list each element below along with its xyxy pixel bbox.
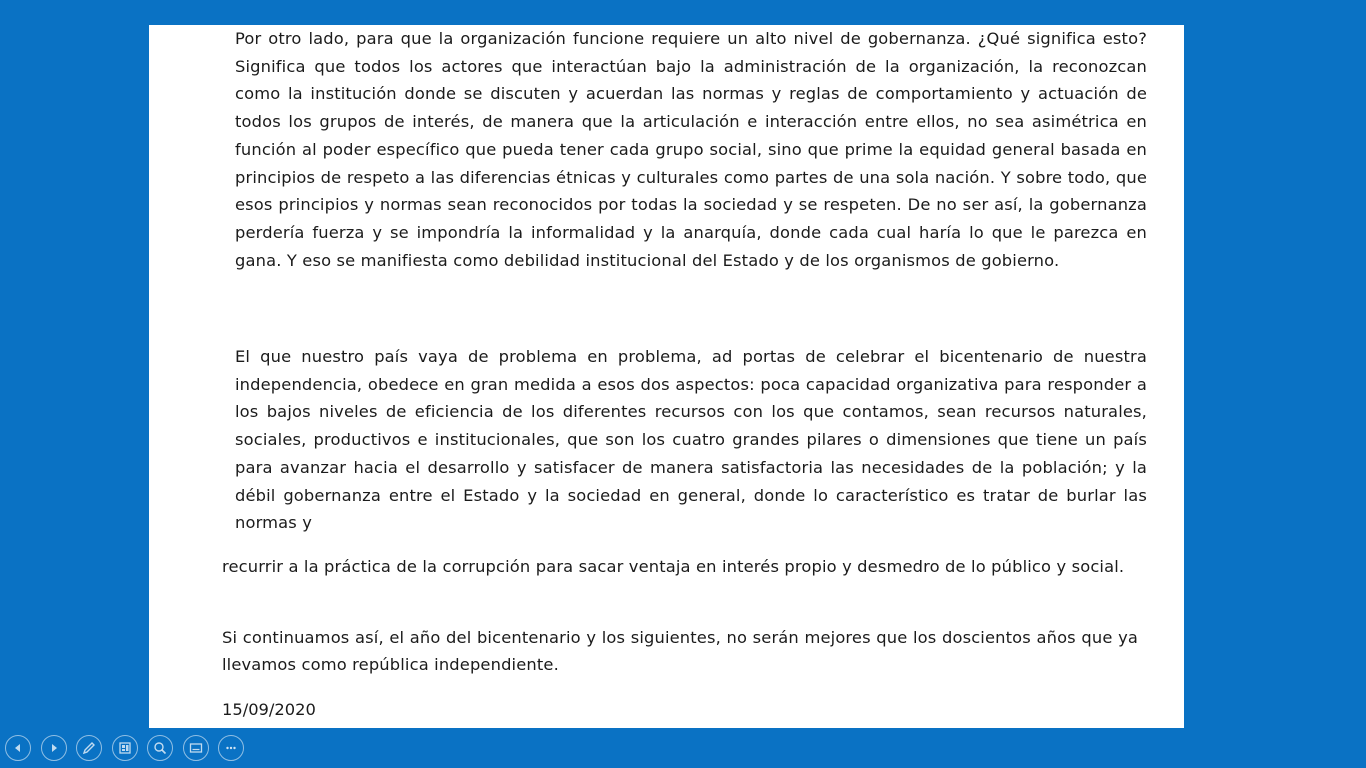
more-options-button[interactable] bbox=[218, 735, 244, 761]
slides-grid-icon bbox=[117, 740, 133, 756]
subtitles-icon bbox=[188, 740, 204, 756]
arrow-right-icon bbox=[46, 740, 62, 756]
previous-slide-button[interactable] bbox=[5, 735, 31, 761]
arrow-left-icon bbox=[10, 740, 26, 756]
next-slide-button[interactable] bbox=[41, 735, 67, 761]
document-date: 15/09/2020 bbox=[222, 700, 316, 719]
paragraph-bicentenario: El que nuestro país vaya de problema en problema, ad portas de celebrar el bicentenario de nuestra independencia, obedece en gran medida a esos dos aspectos: poca capacidad organizativa para responder a los bajos niveles de eficiencia de los diferentes recursos con los que contamos, sean recursos naturales, sociales, productivos e institucionales, que son los cuatro grandes pilares o dimensiones que tiene un país para avanzar hacia el desarrollo y satisfacer de manera satisfactoria las necesidades de la población; y la débil gobernanza entre el Estado y la sociedad en general, donde lo característico es tratar de burlar las normas y bbox=[235, 347, 1147, 533]
subtitles-button[interactable] bbox=[183, 735, 209, 761]
magnifier-icon bbox=[152, 740, 168, 756]
slideshow-controls bbox=[5, 735, 244, 763]
pen-tool-button[interactable] bbox=[76, 735, 102, 761]
ellipsis-icon bbox=[223, 740, 239, 756]
pen-icon bbox=[81, 740, 97, 756]
zoom-button[interactable] bbox=[147, 735, 173, 761]
slide-page bbox=[149, 25, 1184, 728]
see-all-slides-button[interactable] bbox=[112, 735, 138, 761]
paragraph-corrupcion: recurrir a la práctica de la corrupción para sacar ventaja en interés propio y desmedro de lo público y social. bbox=[222, 557, 1125, 576]
paragraph-gobernanza: Por otro lado, para que la organización funcione requiere un alto nivel de gobernanza. ¿Qué significa esto? Significa que todos los actores que interactúan bajo la administración de la organización, la reconozcan como la institución donde se discuten y acuerdan las normas y reglas de comportamiento y actuación de todos los grupos de interés, de manera que la articulación e interacción entre ellos, no sea asimétrica en función al poder específico que pueda tener cada grupo social, sino que prime la equidad general basada en principios de respeto a las diferencias étnicas y culturales como partes de una sola nación. Y sobre todo, que esos principios y normas sean reconocidos por todas la sociedad y se respeten. De no ser así, la gobernanza perdería fuerza y se impondría la informalidad y la anarquía, donde cada cual haría lo que le parezca en gana. Y eso se manifiesta como debilidad institucional del Estado y de los organismos de gobierno. bbox=[235, 29, 1147, 270]
paragraph-conclusion: Si continuamos así, el año del bicentenario y los siguientes, no serán mejores que los doscientos años que ya llevamos como república independiente. bbox=[222, 628, 1138, 674]
